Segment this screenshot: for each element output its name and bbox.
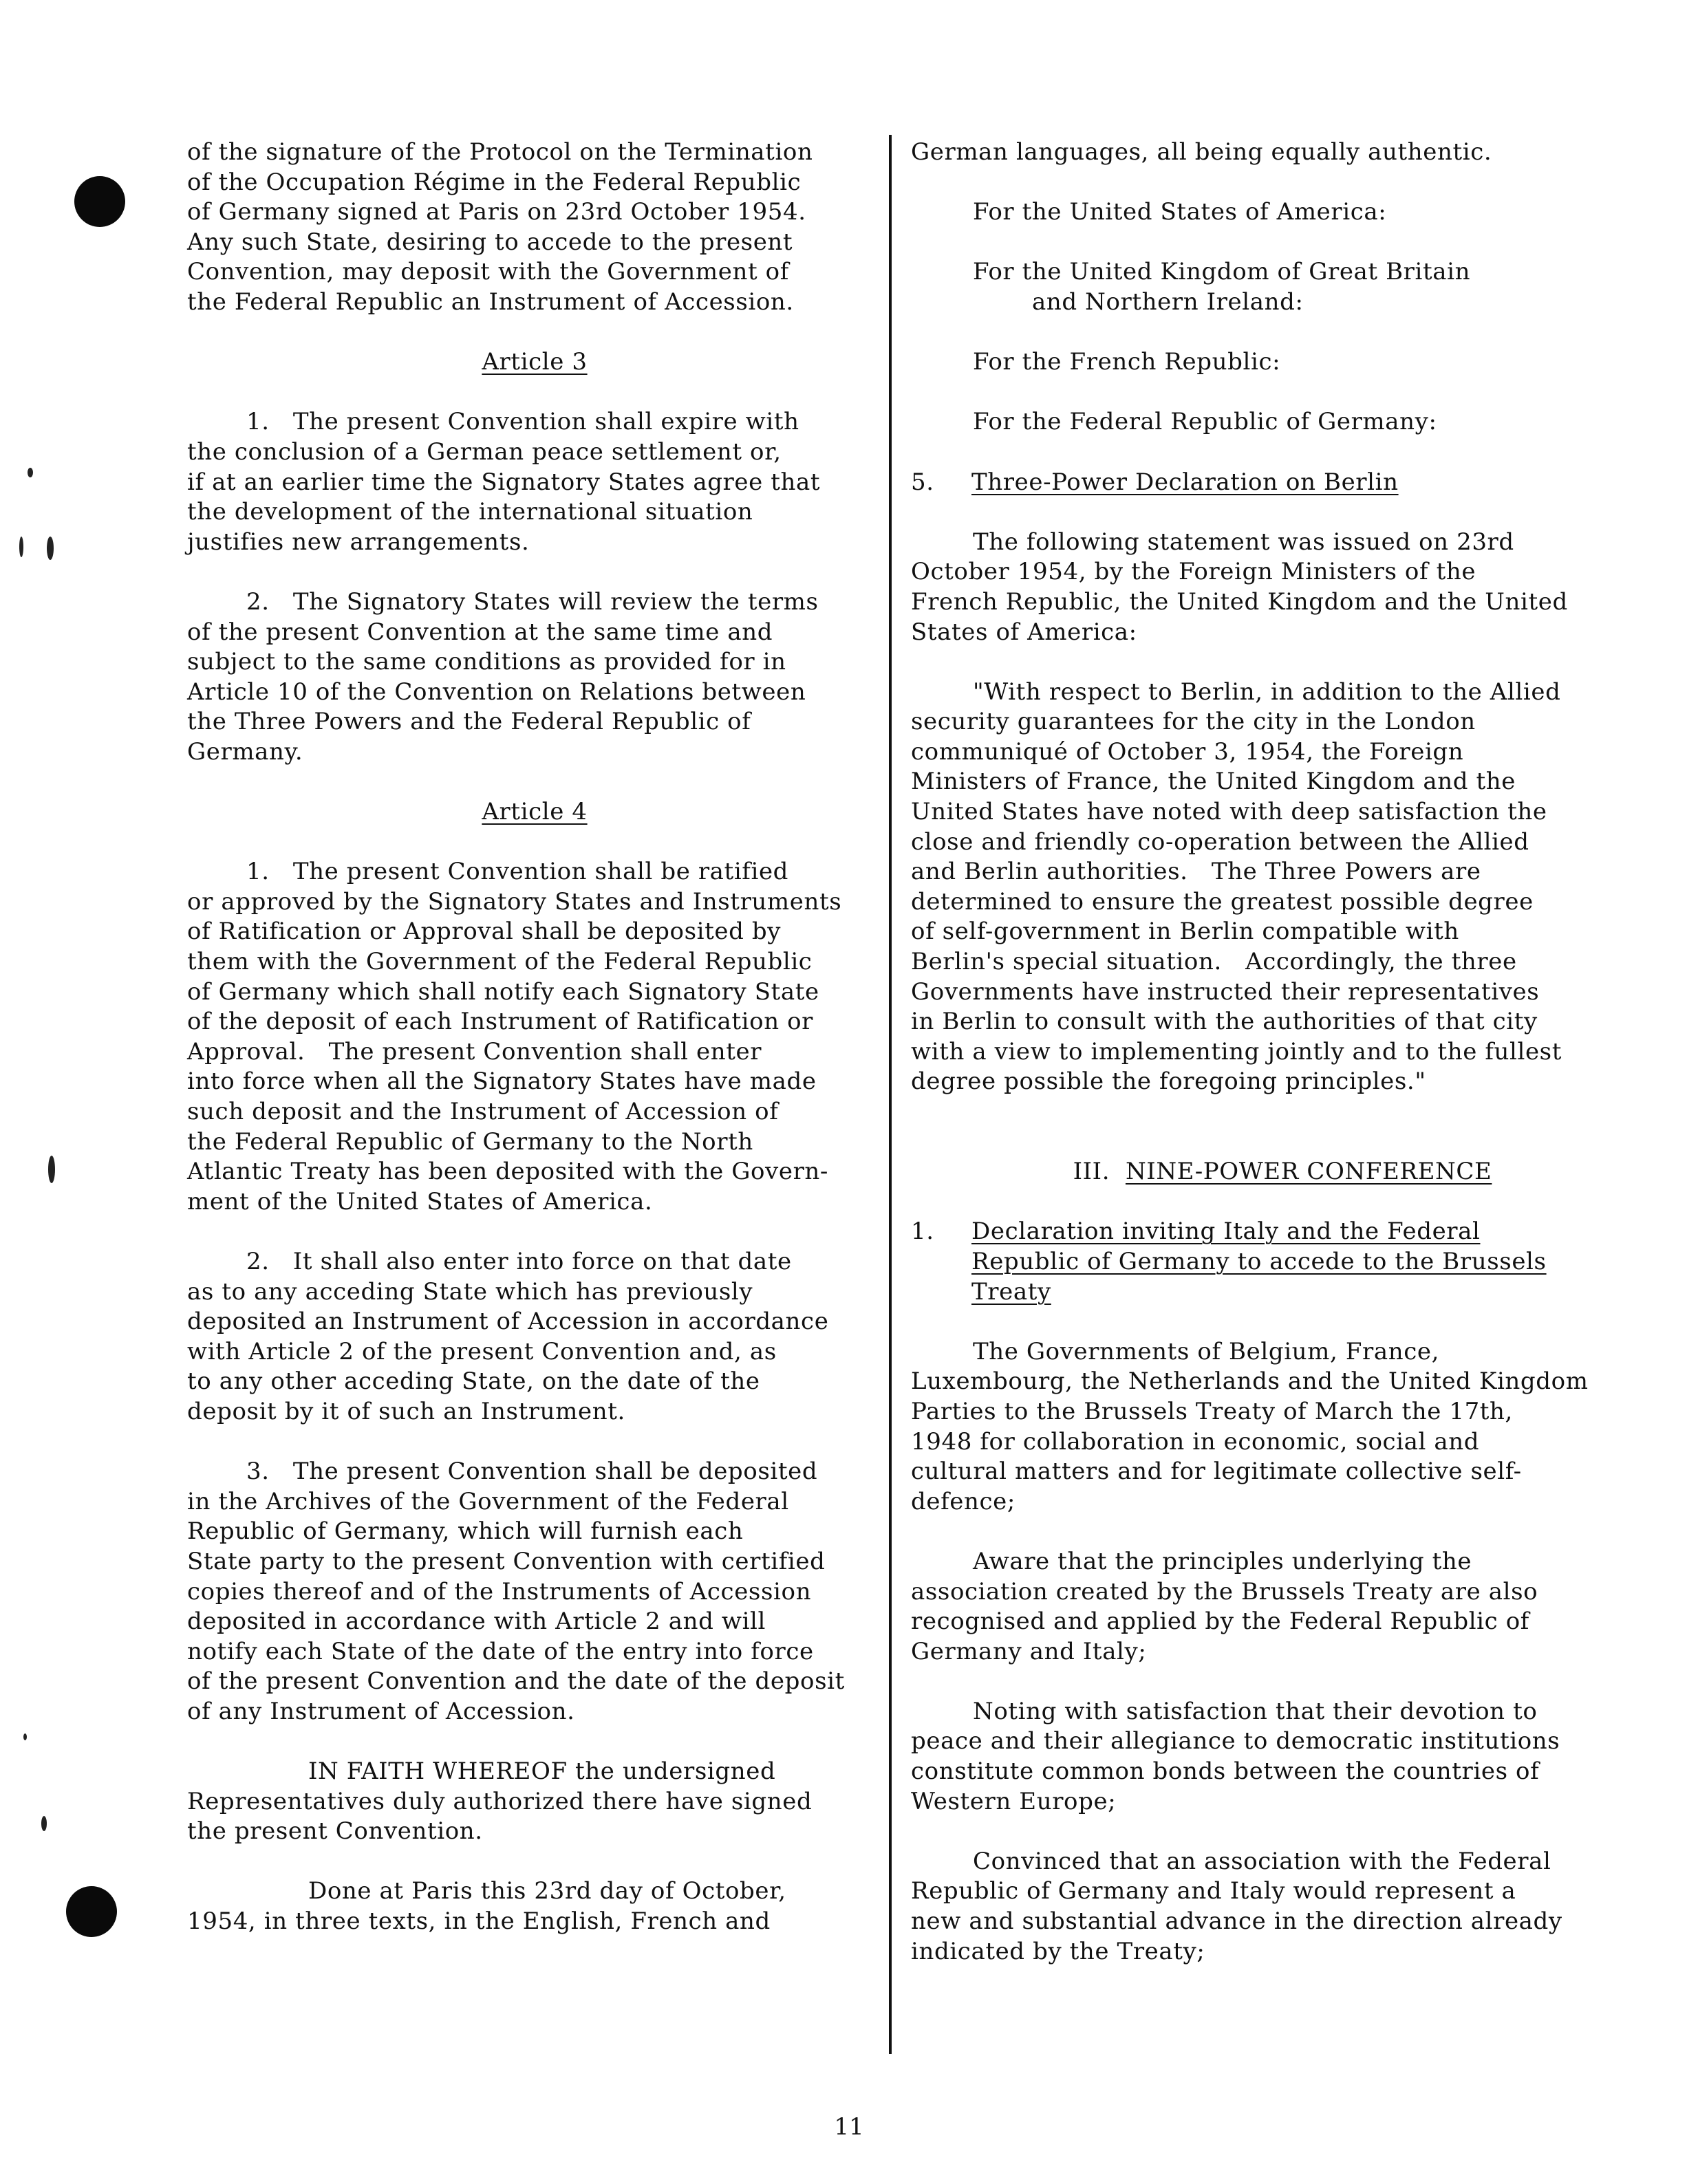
text-line: the Three Powers and the Federal Republic of [187,708,751,736]
text-line: of the present Convention and the date of the deposit [187,1667,845,1696]
text-line: in the Archives of the Government of the Federal [187,1487,789,1515]
declaration-heading [911,1217,1626,1307]
text-line: and Berlin authorities. The Three Powers are [911,858,1481,886]
scan-speck [23,1733,27,1740]
column-divider [889,135,892,2054]
noting-paragraph [911,1697,1626,1817]
text-line: the Federal Republic of Germany to the North [187,1127,753,1156]
text-line: deposited in accordance with Article 2 and will [187,1608,766,1636]
text-line: "With respect to Berlin, in addition to the Allied [973,678,1561,706]
text-line: of any Instrument of Accession. [187,1697,575,1725]
text-line: Western Europe; [911,1787,1117,1815]
text-line: such deposit and the Instrument of Accession of [187,1098,779,1125]
text-line: of the Occupation Régime in the Federal Republic [187,168,802,196]
page-number: 11 [834,2113,864,2141]
text-line: Germany and Italy; [911,1637,1147,1665]
berlin-intro-paragraph [911,528,1626,647]
text-line: deposit by it of such an Instrument. [187,1397,625,1425]
text-line: if at an earlier time the Signatory States agree that [187,468,821,496]
text-line: new and substantial advance in the direction already [911,1907,1562,1936]
text-line: them with the Government of the Federal Republic [187,948,813,976]
text-line: the conclusion of a German peace settlement or, [187,437,782,466]
text-line: Parties to the Brussels Treaty of March the 17th, [911,1397,1513,1425]
text-line: French Republic, the United Kingdom and the United [911,587,1568,616]
text-line: Luxembourg, the Netherlands and the United Kingdom [911,1367,1589,1396]
text-line: peace and their allegiance to democratic institutions [911,1727,1560,1755]
text-line: Approval. The present Convention shall enter [187,1037,762,1066]
left-column [187,138,882,1937]
article-4-title: Article 4 [482,798,588,826]
text-line: Any such State, desiring to accede to the present [187,228,793,256]
text-line: Convinced that an association with the Federal [973,1847,1551,1875]
intro-paragraph [187,138,882,318]
text-line: recognised and applied by the Federal Republic of [911,1608,1529,1636]
scan-speck [48,1156,55,1183]
text-line: of Germany signed at Paris on 23rd October 1954. [187,198,806,226]
scan-speck [28,468,33,477]
text-line: Representatives duly authorized there have signed [187,1787,813,1815]
punch-hole-bottom [66,1886,117,1937]
done-at-paris-paragraph [187,1877,882,1936]
text-line: States of America: [911,618,1137,646]
text-line: subject to the same conditions as provided for in [187,648,786,676]
text-line: constitute common bonds between the countries of [911,1758,1540,1786]
text-line: The Governments of Belgium, France, [973,1337,1440,1365]
article-3-paragraph-1 [187,407,882,557]
text-line: of the deposit of each Instrument of Ratification or [187,1008,814,1036]
roman-numeral: III. [1073,1158,1110,1186]
scan-speck [19,537,23,557]
text-line: cultural matters and for legitimate collective self- [911,1458,1522,1486]
text-line: in Berlin to consult with the authorities of that city [911,1008,1538,1036]
text-line: Atlantic Treaty has been deposited with the Govern- [187,1158,829,1186]
signature-line-france: For the French Republic: [973,348,1281,376]
text-line: deposited an Instrument of Accession in accordance [187,1308,829,1336]
declaration-heading-line [911,1247,1626,1277]
berlin-quote-paragraph [911,678,1626,1097]
text-line: of self-government in Berlin compatible with [911,918,1459,946]
aware-paragraph [911,1547,1626,1667]
text-line: Germany. [187,737,303,766]
text-line: the development of the international situation [187,498,753,526]
scan-speck [47,537,54,560]
text-line: Article 10 of the Convention on Relations between [187,678,806,706]
text-line: of the signature of the Protocol on the Termination [187,138,813,166]
declaration-number: 1. [911,1218,934,1246]
text-line: October 1954, by the Foreign Ministers of the [911,558,1476,586]
article-4-heading [187,797,882,828]
scan-speck [41,1816,47,1831]
declaration-heading-line [911,1277,1626,1308]
punch-hole-top [74,176,125,227]
section-5-heading [911,468,1626,498]
text-line: of Germany which shall notify each Signatory State [187,977,819,1006]
text-line: Republic of Germany and Italy would represent a [911,1877,1516,1905]
text-line: 1. The present Convention shall expire with [246,408,799,436]
text-line: as to any acceding State which has previously [187,1277,753,1306]
signature-line-us: For the United States of America: [973,198,1387,226]
text-line: copies thereof and of the Instruments of Accession [187,1577,812,1605]
text-line: The following statement was issued on 23rd [973,528,1514,556]
text-line: defence; [911,1487,1015,1515]
text-line: the present Convention. [187,1817,483,1846]
signature-line-uk: For the United Kingdom of Great Britain [973,258,1471,286]
text-line: indicated by the Treaty; [911,1937,1205,1965]
text-line: of Ratification or Approval shall be deposited by [187,918,782,946]
article-3-heading [187,347,882,378]
text-line: 3. The present Convention shall be deposited [246,1458,818,1486]
section-iii-title: NINE-POWER CONFERENCE [1125,1158,1492,1186]
signature-line-uk-cont: and Northern Ireland: [1032,288,1304,316]
text-line: IN FAITH WHEREOF the undersigned [308,1758,776,1786]
text-line: ment of the United States of America. [187,1187,653,1215]
declaration-title-line: Treaty [971,1277,1051,1306]
text-line: 2. It shall also enter into force on that date [246,1247,792,1275]
text-line: determined to ensure the greatest possible degree [911,887,1534,916]
text-line: German languages, all being equally authentic. [911,138,1492,166]
text-line: into force when all the Signatory States have made [187,1068,817,1096]
article-4-paragraph-2 [187,1247,882,1427]
text-line: degree possible the foregoing principles." [911,1068,1426,1096]
text-line: State party to the present Convention with certified [187,1547,826,1575]
text-line: United States have noted with deep satisfaction the [911,798,1547,826]
text-line: Republic of Germany, which will furnish each [187,1517,744,1546]
text-line: to any other acceding State, on the date of the [187,1367,760,1396]
declaration-title-line: Republic of Germany to accede to the Brussels [971,1247,1547,1275]
article-3-paragraph-2 [187,587,882,768]
declaration-title-line: Declaration inviting Italy and the Federal [971,1218,1481,1246]
section-iii-heading [911,1157,1626,1187]
text-line: communiqué of October 3, 1954, the Foreign [911,737,1464,766]
text-line: notify each State of the date of the entry into force [187,1637,814,1665]
text-line: Governments have instructed their representatives [911,977,1540,1006]
article-3-title: Article 3 [482,348,588,376]
in-faith-paragraph [187,1757,882,1847]
text-line: association created by the Brussels Treaty are also [911,1577,1538,1605]
text-line: Convention, may deposit with the Government of [187,258,789,286]
text-line: Done at Paris this 23rd day of October, [308,1877,786,1905]
text-line: of the present Convention at the same time and [187,618,773,646]
text-line: Berlin's special situation. Accordingly, the three [911,948,1517,976]
text-line: Ministers of France, the United Kingdom and the [911,768,1516,796]
right-column [911,138,1626,1967]
text-line: 1948 for collaboration in economic, social and [911,1427,1480,1456]
declaration-heading-line [911,1217,1626,1247]
text-line: security guarantees for the city in the London [911,708,1476,736]
text-line: with a view to implementing jointly and to the fullest [911,1037,1562,1066]
text-line: close and friendly co-operation between the Allied [911,828,1529,856]
text-line: 1954, in three texts, in the English, French and [187,1907,771,1936]
text-line: 2. The Signatory States will review the terms [246,587,819,616]
text-line: with Article 2 of the present Convention and, as [187,1337,777,1365]
convinced-paragraph [911,1847,1626,1967]
text-line: or approved by the Signatory States and Instruments [187,887,842,916]
text-line: the Federal Republic an Instrument of Accession. [187,288,794,316]
section-title: Three-Power Declaration on Berlin [971,468,1399,496]
article-4-paragraph-1 [187,857,882,1217]
signature-line-germany: For the Federal Republic of Germany: [973,408,1437,436]
text-line: 1. The present Convention shall be ratified [246,858,789,886]
governments-paragraph [911,1337,1626,1517]
section-number: 5. [911,468,934,496]
text-line: Noting with satisfaction that their devotion to [973,1697,1538,1725]
text-line: Aware that the principles underlying the [973,1547,1472,1575]
text-line: justifies new arrangements. [187,528,530,556]
article-4-paragraph-3 [187,1457,882,1727]
